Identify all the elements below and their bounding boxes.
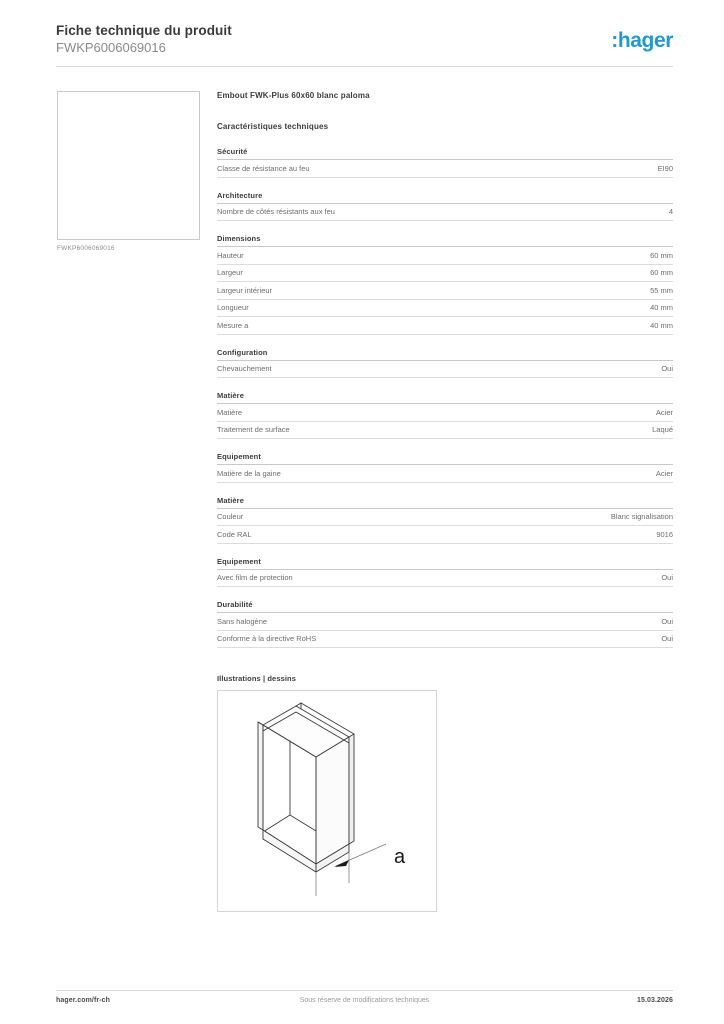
spec-label: Matière de la gaine — [217, 468, 281, 478]
main-content — [217, 91, 673, 912]
spec-group — [217, 557, 673, 588]
footer-divider — [56, 990, 673, 991]
spec-row — [217, 317, 673, 335]
specifications-table — [217, 147, 673, 648]
spec-group-heading: Matière — [217, 391, 673, 404]
duct-endcap-isometric-drawing — [218, 691, 436, 911]
spec-row — [217, 160, 673, 178]
dimension-label-a: a — [394, 846, 406, 868]
spec-value: Laqué — [652, 425, 673, 434]
spec-group-heading: Configuration — [217, 348, 673, 361]
spec-group — [217, 496, 673, 544]
spec-value: Oui — [661, 364, 673, 373]
spec-group — [217, 600, 673, 648]
spec-label: Hauteur — [217, 250, 244, 260]
spec-value: 60 mm — [650, 250, 673, 260]
logo-wordmark: hager — [617, 29, 673, 52]
spec-row — [217, 570, 673, 588]
spec-row — [217, 465, 673, 483]
spec-label: Largeur — [217, 268, 243, 277]
spec-row — [217, 631, 673, 649]
spec-group-heading: Sécurité — [217, 147, 673, 160]
spec-group-heading: Durabilité — [217, 600, 673, 613]
spec-value: Oui — [661, 616, 673, 626]
spec-row — [217, 265, 673, 283]
spec-label: Nombre de côtés résistants aux feu — [217, 207, 335, 216]
spec-row — [217, 300, 673, 318]
spec-row — [217, 526, 673, 544]
spec-group-heading: Architecture — [217, 191, 673, 204]
spec-label: Traitement de surface — [217, 425, 290, 434]
drawings-title: Illustrations | dessins — [217, 674, 297, 683]
spec-label: Couleur — [217, 512, 244, 521]
spec-value: Oui — [661, 634, 673, 643]
spec-label: Longueur — [217, 303, 249, 312]
spec-value: 60 mm — [650, 268, 673, 277]
spec-label: Classe de résistance au feu — [217, 163, 310, 173]
product-image — [57, 91, 200, 240]
product-name: Embout FWK-Plus 60x60 blanc paloma — [217, 91, 370, 100]
spec-label: Avec film de protection — [217, 573, 293, 582]
footer-website[interactable]: hager.com/fr-ch — [56, 997, 111, 1004]
spec-value: Acier — [655, 407, 673, 417]
page-footer — [56, 997, 673, 1011]
spec-row — [217, 247, 673, 265]
spec-label: Code RAL — [217, 529, 252, 539]
spec-group — [217, 191, 673, 222]
spec-group-heading: Dimensions — [217, 234, 673, 247]
spec-group — [217, 234, 673, 335]
spec-value: EI90 — [657, 163, 673, 173]
technical-drawing — [217, 690, 437, 912]
spec-value: 9016 — [656, 529, 673, 539]
spec-label: Largeur intérieur — [217, 285, 273, 295]
product-reference: FWKP6006069016 — [56, 40, 166, 55]
spec-group — [217, 452, 673, 483]
spec-group-heading: Equipement — [217, 557, 673, 570]
specifications-title: Caractéristiques techniques — [217, 122, 329, 131]
hager-logo — [611, 30, 673, 52]
spec-label: Mesure a — [217, 320, 249, 330]
spec-row — [217, 361, 673, 379]
spec-row — [217, 204, 673, 222]
spec-row — [217, 404, 673, 422]
product-image-caption: FWKP6006069016 — [57, 245, 115, 252]
spec-label: Conforme à la directive RoHS — [217, 634, 317, 643]
spec-row — [217, 613, 673, 631]
logo-colon: : — [611, 29, 618, 52]
spec-row — [217, 282, 673, 300]
header-divider — [56, 66, 673, 67]
spec-value: Blanc signalisation — [610, 512, 673, 521]
drawings-section — [217, 674, 673, 912]
spec-group — [217, 348, 673, 379]
page-header — [56, 22, 673, 62]
spec-value: Oui — [661, 573, 673, 582]
spec-group-heading: Matière — [217, 496, 673, 509]
spec-group — [217, 147, 673, 178]
spec-label: Matière — [217, 407, 243, 417]
spec-value: Acier — [655, 468, 673, 478]
spec-label: Sans halogène — [217, 616, 268, 626]
spec-group — [217, 391, 673, 439]
footer-date: 15.03.2026 — [636, 997, 673, 1004]
spec-group-heading: Equipement — [217, 452, 673, 465]
spec-value: 40 mm — [650, 303, 673, 312]
spec-value: 40 mm — [650, 320, 673, 330]
spec-value: 4 — [668, 207, 673, 216]
spec-row — [217, 509, 673, 527]
page-title: Fiche technique du produit — [56, 23, 232, 38]
spec-value: 55 mm — [650, 285, 673, 295]
spec-row — [217, 422, 673, 440]
footer-disclaimer: Sous réserve de modifications techniques — [299, 997, 430, 1004]
spec-label: Chevauchement — [217, 364, 272, 373]
